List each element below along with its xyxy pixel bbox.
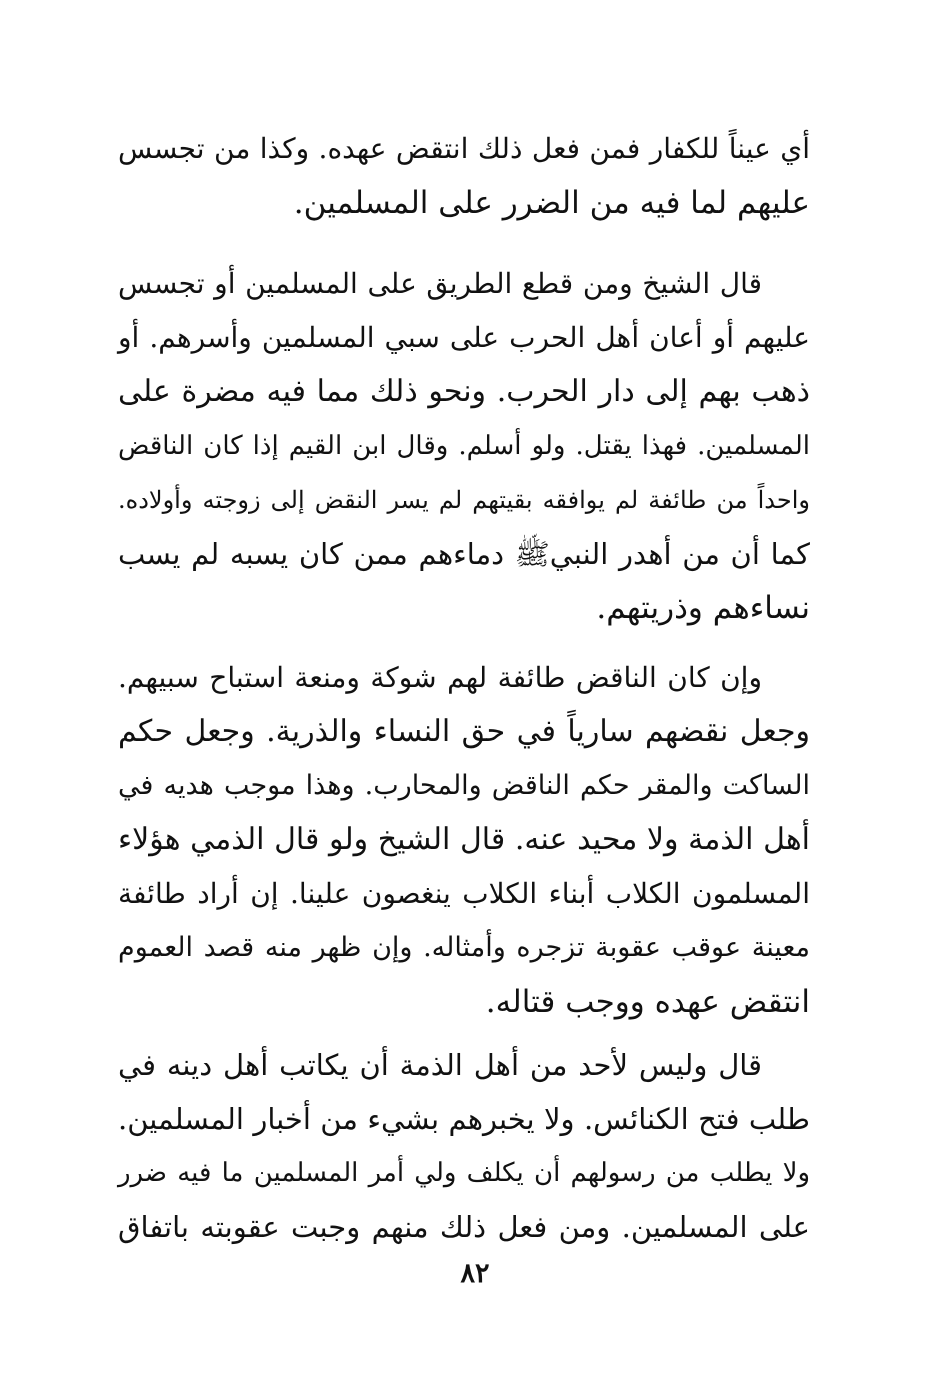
text-line: طلب فتح الكنائس. ولا يخبرهم بشيء من أخبار المسلمين. (118, 1102, 810, 1136)
text-line: انتقض عهده ووجب قتاله. (485, 984, 810, 1020)
text-line: أهل الذمة ولا محيد عنه. قال الشيخ ولو قال الذمي هؤلاء (118, 822, 810, 857)
text-line: المسلمون الكلاب أبناء الكلاب ينغصون علينا. إن أراد طائفة (118, 877, 810, 910)
text-line: نساءهم وذريتهم. (596, 590, 810, 626)
text-line: قال وليس لأحد من أهل الذمة أن يكاتب أهل دينه في (118, 1048, 762, 1082)
text-line: عليهم لما فيه من الضرر على المسلمين. (293, 185, 810, 221)
text-line: كما أن من أهدر النبيﷺ دماءهم ممن كان يسبه لم يسب (118, 537, 810, 571)
text-line: المسلمين. فهذا يقتل. ولو أسلم. وقال ابن القيم إذا كان الناقض (118, 431, 810, 461)
paragraph-3 (118, 651, 810, 1029)
text-line: عليهم أو أعان أهل الحرب على سبي المسلمين وأسرهم. أو (118, 321, 810, 354)
text-line: أي عيناً للكفار فمن فعل ذلك انتقض عهده. وكذا من تجسس (118, 132, 810, 165)
paragraph-1 (118, 122, 810, 230)
text-line: قال الشيخ ومن قطع الطريق على المسلمين أو تجسس (118, 267, 762, 300)
text-line: ولا يطلب من رسولهم أن يكلف ولي أمر المسلمين ما فيه ضرر (118, 1158, 810, 1188)
text-line: على المسلمين. ومن فعل ذلك منهم وجبت عقوبته باتفاق (118, 1210, 810, 1244)
text-line: وإن كان الناقض طائفة لهم شوكة ومنعة استباح سبيهم. (118, 661, 762, 694)
text-line: واحداً من طائفة لم يوافقه بقيتهم لم يسر النقض إلى زوجته وأولاده. (118, 486, 810, 514)
text-line: معينة عوقب عقوبة تزجره وأمثاله. وإن ظهر منه قصد العموم (118, 932, 810, 963)
paragraph-2 (118, 257, 810, 635)
text-line: وجعل نقضهم سارياً في حق النساء والذرية. وجعل حكم (118, 714, 810, 749)
page-number: ٨٢ (460, 1258, 490, 1289)
text-line: ذهب بهم إلى دار الحرب. ونحو ذلك مما فيه مضرة على (118, 374, 810, 409)
paragraph-4 (118, 1038, 810, 1254)
text-line: الساكت والمقر حكم الناقض والمحارب. وهذا موجب هديه في (118, 770, 810, 801)
